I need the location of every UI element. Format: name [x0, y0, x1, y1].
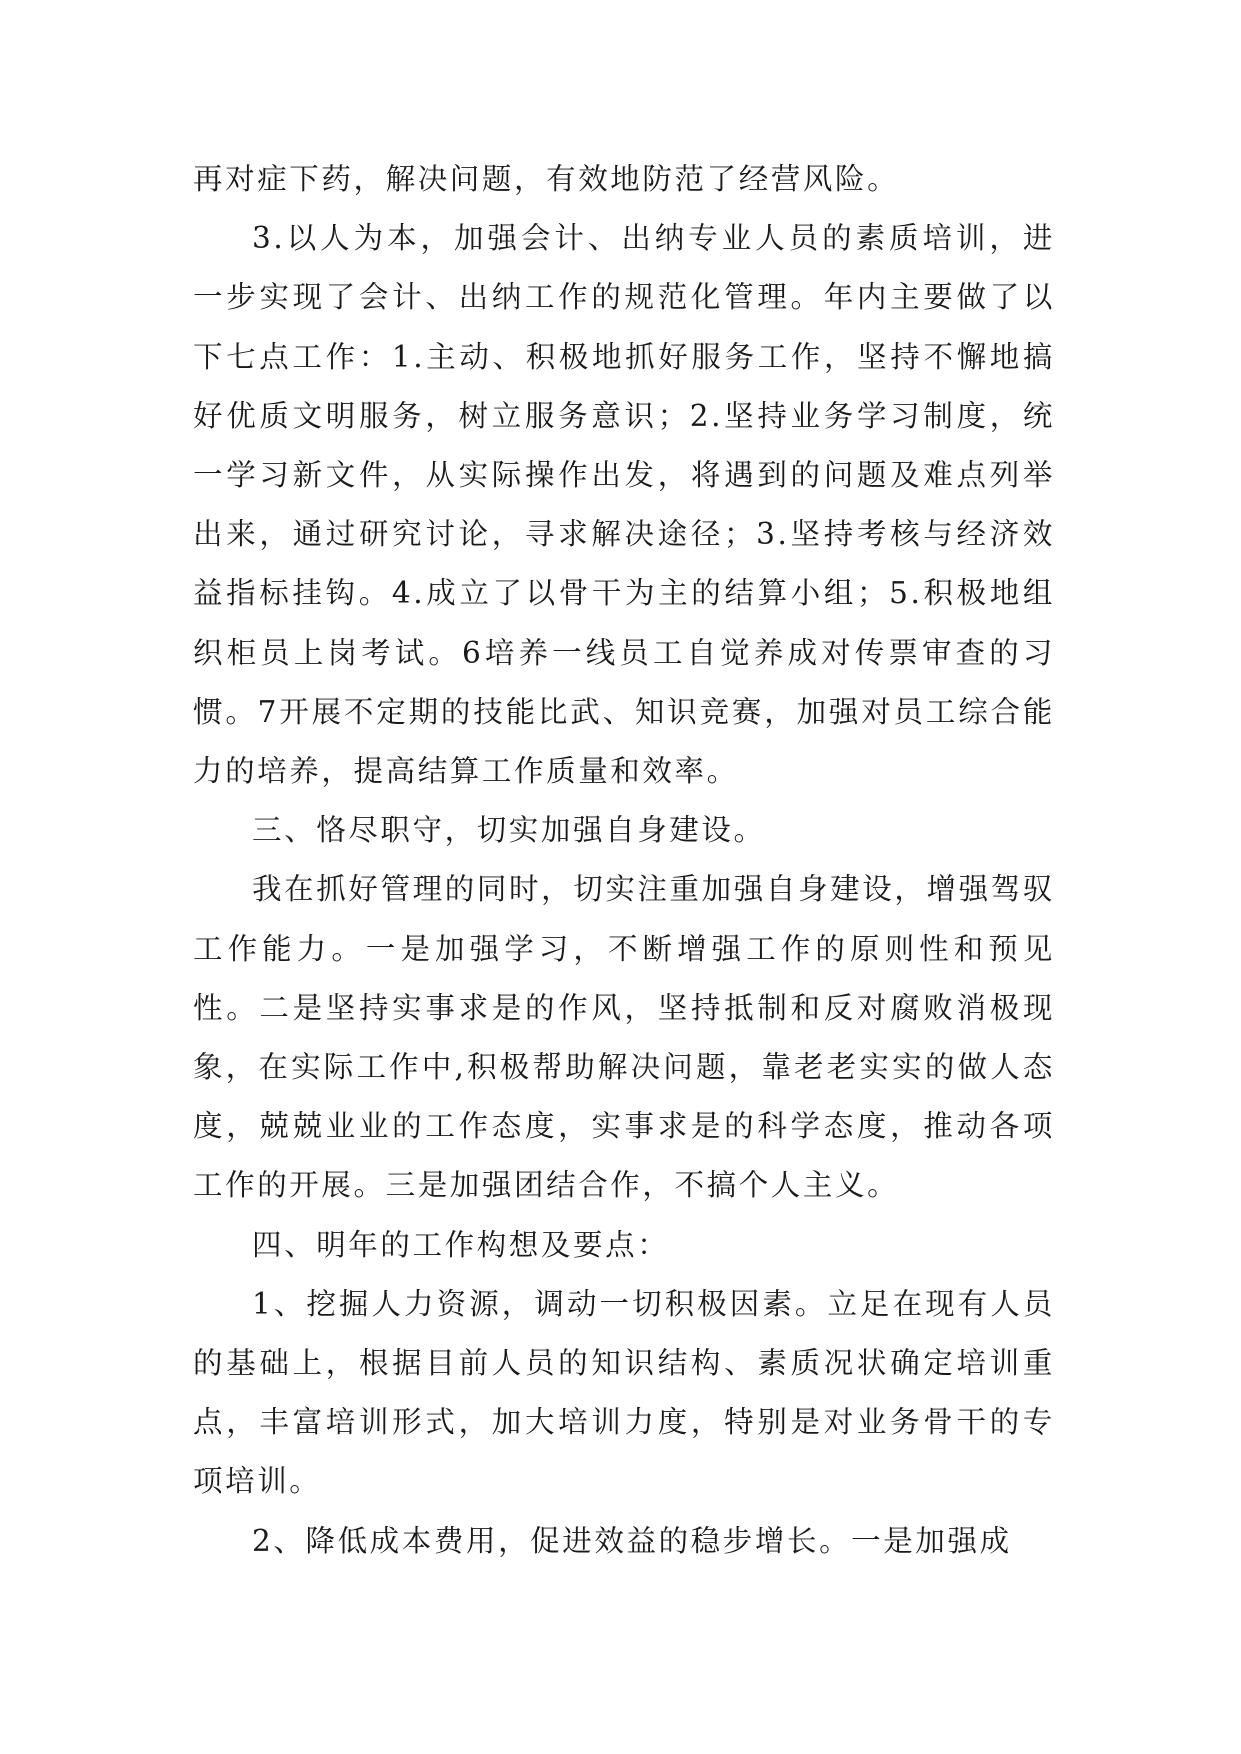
paragraph: 我在抓好管理的同时，切实注重加强自身建设，增强驾驭工作能力。一是加强学习，不断增强工作的原则性和预见性。二是坚持实事求是的作风，坚持抵制和反对腐败消极现象，在实际工作中,积极帮助解决问题，靠老老实实的做人态度，兢兢业业的工作态度，实事求是的科学态度，推动各项工作的开展。三是加强团结合作，不搞个人主义。 — [193, 872, 1055, 1203]
paragraph: 2、降低成本费用，促进效益的稳步增长。一是加强成 — [252, 1523, 1012, 1558]
section-heading: 三、恪尽职守，切实加强自身建设。 — [252, 813, 766, 848]
section-heading: 四、明年的工作构想及要点： — [252, 1227, 670, 1262]
document-body — [193, 150, 1055, 1571]
paragraph: 1、挖掘人力资源，调动一切积极因素。立足在现有人员的基础上，根据目前人员的知识结构、素质况状确定培训重点，丰富培训形式，加大培训力度，特别是对业务骨干的专项培训。 — [193, 1286, 1055, 1499]
paragraph: 再对症下药，解决问题，有效地防范了经营风险。 — [193, 162, 900, 196]
paragraph: 3.以人为本，加强会计、出纳专业人员的素质培训，进一步实现了会计、出纳工作的规范化管理。年内主要做了以下七点工作：1.主动、积极地抓好服务工作，坚持不懈地搞好优质文明服务，树立服务意识；2.坚持业务学习制度，统一学习新文件，从实际操作出发，将遇到的问题及难点列举出来，通过研究讨论，寻求解决途径；3.坚持考核与经济效益指标挂钩。4.成立了以骨干为主的结算小组；5.积极地组织柜员上岗考试。6培养一线员工自觉养成对传票审查的习惯。7开展不定期的技能比武、知识竞赛，加强对员工综合能力的培养，提高结算工作质量和效率。 — [193, 221, 1055, 789]
